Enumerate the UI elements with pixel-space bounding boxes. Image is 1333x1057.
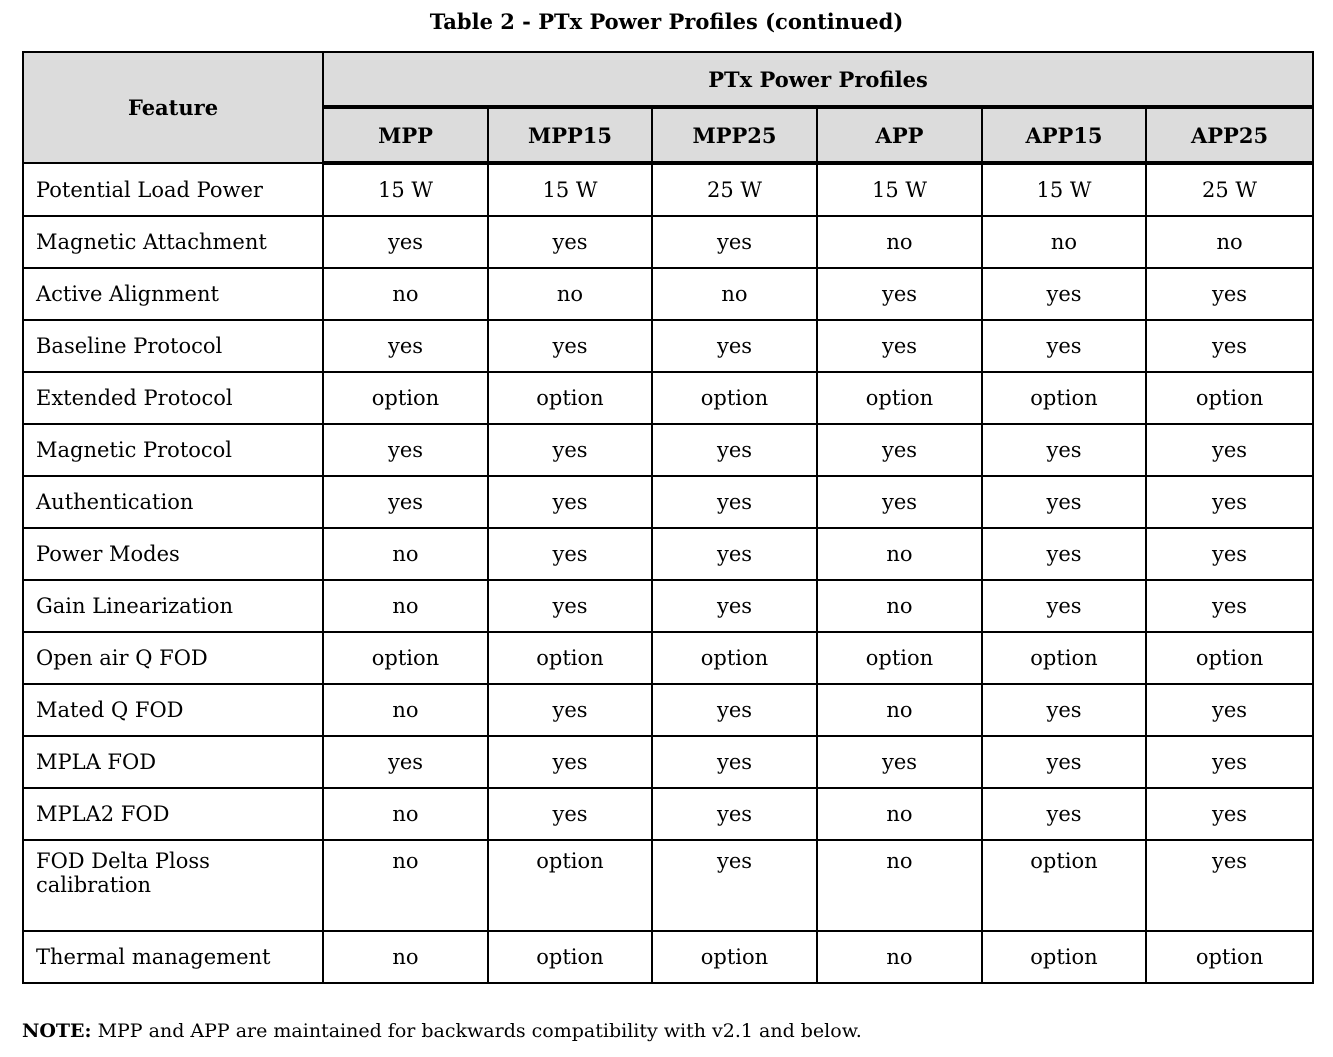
- column-header-app: APP: [817, 107, 982, 163]
- value-cell-app: option: [817, 372, 982, 424]
- feature-cell: FOD Delta Ploss calibration: [23, 840, 323, 931]
- table-row: [23, 684, 1313, 736]
- value-cell-mpp25: yes: [652, 736, 817, 788]
- table-row: [23, 788, 1313, 840]
- value-cell-app15: yes: [982, 476, 1146, 528]
- value-cell-app25: yes: [1146, 424, 1313, 476]
- value-cell-app15: option: [982, 632, 1146, 684]
- value-cell-app: yes: [817, 320, 982, 372]
- value-cell-mpp25: yes: [652, 528, 817, 580]
- value-cell-app: yes: [817, 268, 982, 320]
- value-cell-mpp25: yes: [652, 320, 817, 372]
- value-cell-app25: yes: [1146, 320, 1313, 372]
- value-cell-mpp: no: [323, 684, 488, 736]
- value-cell-app15: yes: [982, 320, 1146, 372]
- value-cell-app25: yes: [1146, 580, 1313, 632]
- value-cell-mpp15: yes: [488, 684, 652, 736]
- table-row: [23, 372, 1313, 424]
- value-cell-app15: yes: [982, 268, 1146, 320]
- value-cell-mpp: no: [323, 931, 488, 983]
- column-header-mpp25: MPP25: [652, 107, 817, 163]
- value-cell-app25: yes: [1146, 788, 1313, 840]
- table-row: [23, 736, 1313, 788]
- value-cell-mpp15: yes: [488, 580, 652, 632]
- value-cell-app25: yes: [1146, 528, 1313, 580]
- value-cell-app25: no: [1146, 216, 1313, 268]
- value-cell-mpp: yes: [323, 320, 488, 372]
- value-cell-mpp15: yes: [488, 736, 652, 788]
- value-cell-mpp: no: [323, 268, 488, 320]
- feature-cell: Open air Q FOD: [23, 632, 323, 684]
- value-cell-mpp: option: [323, 632, 488, 684]
- value-cell-mpp25: yes: [652, 216, 817, 268]
- value-cell-app25: yes: [1146, 268, 1313, 320]
- feature-cell: Active Alignment: [23, 268, 323, 320]
- value-cell-mpp: no: [323, 580, 488, 632]
- note-label: NOTE:: [22, 1020, 92, 1042]
- value-cell-mpp15: no: [488, 268, 652, 320]
- value-cell-app15: yes: [982, 684, 1146, 736]
- table-row: [23, 528, 1313, 580]
- value-cell-app25: option: [1146, 931, 1313, 983]
- value-cell-mpp25: yes: [652, 424, 817, 476]
- value-cell-mpp15: yes: [488, 476, 652, 528]
- table-row: [23, 424, 1313, 476]
- value-cell-mpp25: option: [652, 632, 817, 684]
- value-cell-app: no: [817, 684, 982, 736]
- feature-cell: Magnetic Protocol: [23, 424, 323, 476]
- table-row: [23, 580, 1313, 632]
- value-cell-app15: yes: [982, 736, 1146, 788]
- value-cell-app25: option: [1146, 372, 1313, 424]
- value-cell-mpp25: yes: [652, 788, 817, 840]
- value-cell-mpp: no: [323, 788, 488, 840]
- value-cell-app15: option: [982, 372, 1146, 424]
- value-cell-app: option: [817, 632, 982, 684]
- value-cell-app: no: [817, 528, 982, 580]
- table-row: [23, 840, 1313, 931]
- feature-cell: MPLA FOD: [23, 736, 323, 788]
- feature-cell: Authentication: [23, 476, 323, 528]
- table-row: [23, 216, 1313, 268]
- column-header-app15: APP15: [982, 107, 1146, 163]
- value-cell-mpp15: 15 W: [488, 163, 652, 216]
- value-cell-app25: option: [1146, 632, 1313, 684]
- value-cell-app: no: [817, 840, 982, 931]
- table-body: [23, 163, 1313, 983]
- value-cell-mpp15: yes: [488, 528, 652, 580]
- value-cell-mpp15: yes: [488, 216, 652, 268]
- value-cell-mpp25: option: [652, 372, 817, 424]
- value-cell-mpp: no: [323, 528, 488, 580]
- value-cell-app: no: [817, 931, 982, 983]
- value-cell-app: 15 W: [817, 163, 982, 216]
- value-cell-mpp25: yes: [652, 476, 817, 528]
- value-cell-mpp: yes: [323, 476, 488, 528]
- value-cell-mpp25: yes: [652, 840, 817, 931]
- value-cell-app25: 25 W: [1146, 163, 1313, 216]
- value-cell-app15: no: [982, 216, 1146, 268]
- value-cell-app: no: [817, 788, 982, 840]
- value-cell-app15: yes: [982, 528, 1146, 580]
- value-cell-mpp15: option: [488, 632, 652, 684]
- feature-cell: Gain Linearization: [23, 580, 323, 632]
- value-cell-app15: yes: [982, 788, 1146, 840]
- feature-cell: Potential Load Power: [23, 163, 323, 216]
- value-cell-app15: yes: [982, 580, 1146, 632]
- value-cell-app25: yes: [1146, 684, 1313, 736]
- table-caption: Table 2 - PTx Power Profiles (continued): [429, 9, 904, 34]
- value-cell-mpp25: yes: [652, 684, 817, 736]
- column-header-mpp15: MPP15: [488, 107, 652, 163]
- profiles-group-header: PTx Power Profiles: [323, 52, 1313, 107]
- value-cell-app: yes: [817, 736, 982, 788]
- feature-cell: Magnetic Attachment: [23, 216, 323, 268]
- table-row: [23, 163, 1313, 216]
- value-cell-mpp25: 25 W: [652, 163, 817, 216]
- value-cell-app15: 15 W: [982, 163, 1146, 216]
- feature-cell: Thermal management: [23, 931, 323, 983]
- table-row: [23, 320, 1313, 372]
- value-cell-mpp: option: [323, 372, 488, 424]
- value-cell-mpp15: yes: [488, 320, 652, 372]
- table-row: [23, 268, 1313, 320]
- value-cell-app: no: [817, 216, 982, 268]
- value-cell-mpp: 15 W: [323, 163, 488, 216]
- feature-column-header: Feature: [23, 52, 323, 163]
- value-cell-mpp15: option: [488, 372, 652, 424]
- value-cell-mpp15: yes: [488, 788, 652, 840]
- table-row: [23, 931, 1313, 983]
- value-cell-mpp25: yes: [652, 580, 817, 632]
- value-cell-app15: option: [982, 840, 1146, 931]
- value-cell-app25: yes: [1146, 736, 1313, 788]
- column-header-mpp: MPP: [323, 107, 488, 163]
- value-cell-app25: yes: [1146, 476, 1313, 528]
- value-cell-mpp25: no: [652, 268, 817, 320]
- value-cell-mpp: yes: [323, 736, 488, 788]
- table-row: [23, 476, 1313, 528]
- feature-cell: Mated Q FOD: [23, 684, 323, 736]
- value-cell-app15: option: [982, 931, 1146, 983]
- value-cell-app: yes: [817, 424, 982, 476]
- value-cell-mpp: yes: [323, 424, 488, 476]
- value-cell-app: no: [817, 580, 982, 632]
- note-text: MPP and APP are maintained for backwards compatibility with v2.1 and below.: [97, 1020, 862, 1042]
- value-cell-mpp25: option: [652, 931, 817, 983]
- value-cell-mpp15: yes: [488, 424, 652, 476]
- value-cell-mpp15: option: [488, 840, 652, 931]
- table-header: [23, 52, 1313, 163]
- feature-cell: MPLA2 FOD: [23, 788, 323, 840]
- value-cell-app15: yes: [982, 424, 1146, 476]
- table-row: [23, 632, 1313, 684]
- value-cell-mpp15: option: [488, 931, 652, 983]
- feature-cell: Extended Protocol: [23, 372, 323, 424]
- column-header-app25: APP25: [1146, 107, 1313, 163]
- value-cell-mpp: yes: [323, 216, 488, 268]
- footnote: [22, 1018, 862, 1044]
- feature-cell: Baseline Protocol: [23, 320, 323, 372]
- power-profiles-table: [22, 51, 1314, 984]
- feature-cell: Power Modes: [23, 528, 323, 580]
- value-cell-app: yes: [817, 476, 982, 528]
- value-cell-mpp: no: [323, 840, 488, 931]
- value-cell-app25: yes: [1146, 840, 1313, 931]
